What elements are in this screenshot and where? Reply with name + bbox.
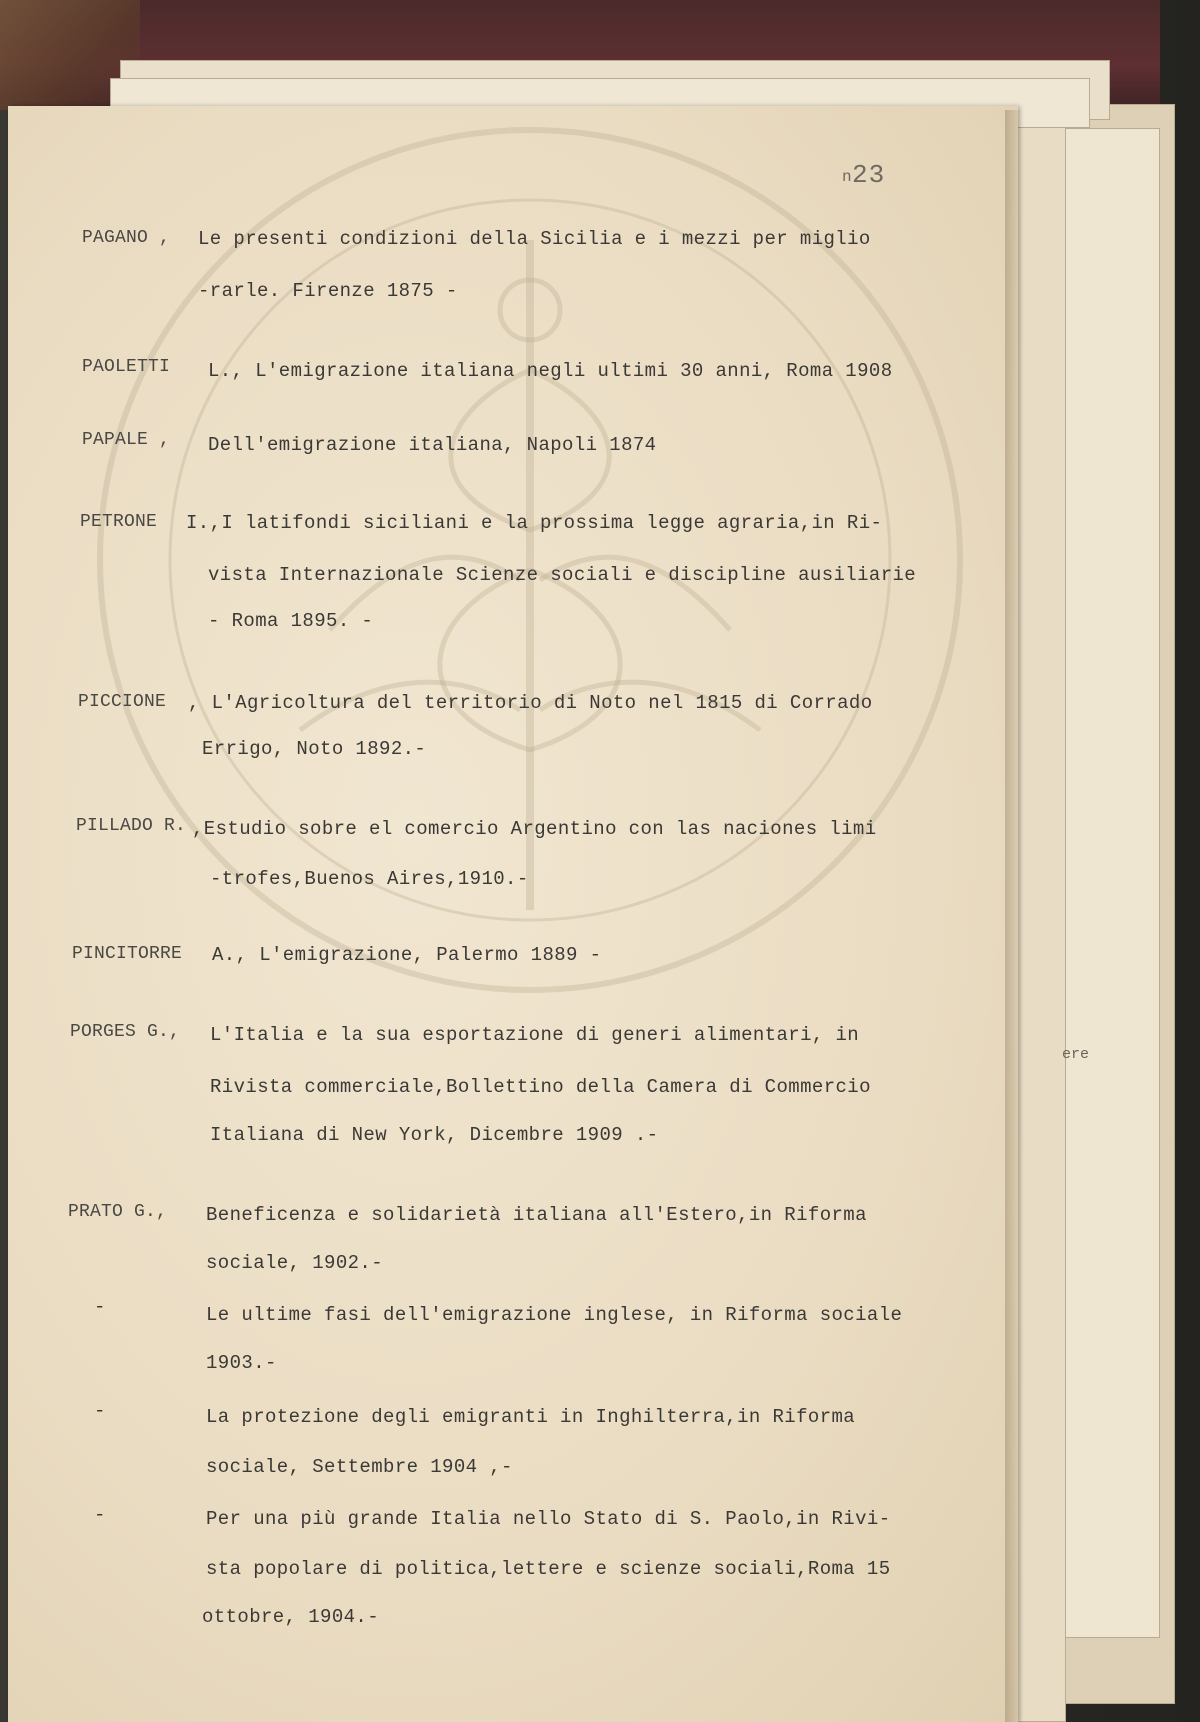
entry-line: L'Italia e la sua esportazione di generi alimentari, in [210, 1024, 860, 1046]
entry-line: A., L'emigrazione, Palermo 1889 - [212, 944, 602, 966]
entry-line: Italiana di New York, Dicembre 1909 .- [210, 1124, 659, 1146]
entry-line: sociale, Settembre 1904 ,- [206, 1456, 513, 1478]
entry-author: PICCIONE [78, 692, 167, 712]
entry-author: PORGES G., [70, 1022, 181, 1042]
entry-line: , L'Agricoltura del territorio di Noto nel 1815 di Corrado [188, 692, 873, 714]
entry-line: 1903.- [206, 1352, 277, 1374]
entry-line: - Roma 1895. - [208, 610, 374, 632]
entry-line: ottobre, 1904.- [202, 1606, 380, 1628]
entry-line: -rarle. Firenze 1875 - [198, 280, 458, 302]
ditto-dash: - [94, 1400, 106, 1422]
entry-line: Le presenti condizioni della Sicilia e i mezzi per miglio [198, 228, 871, 250]
underlying-page-text-fragment: ere [1062, 1046, 1090, 1063]
ditto-dash: - [94, 1296, 106, 1318]
entry-line: sociale, 1902.- [206, 1252, 384, 1274]
entry-line: Beneficenza e solidarietà italiana all'Estero,in Riforma [206, 1204, 867, 1226]
entry-author: PRATO G., [68, 1202, 168, 1222]
ditto-dash: - [94, 1504, 106, 1526]
page-edge-shadow [1005, 110, 1023, 1722]
typed-page [8, 106, 1018, 1722]
entry-line: vista Internazionale Scienze sociali e discipline ausiliarie [208, 564, 917, 586]
entry-line: La protezione degli emigranti in Inghilterra,in Riforma [206, 1406, 856, 1428]
underlying-sheet-edge [1060, 128, 1160, 1638]
entry-author: PINCITORRE [72, 944, 183, 964]
entry-line: L., L'emigrazione italiana negli ultimi 30 anni, Roma 1908 [208, 360, 893, 382]
page-number-mark: n [842, 168, 852, 186]
entry-line: Errigo, Noto 1892.- [202, 738, 427, 760]
entry-line: Per una più grande Italia nello Stato di S. Paolo,in Rivi- [206, 1508, 891, 1530]
entry-author: PAPALE , [82, 430, 171, 450]
entry-line: Rivista commerciale,Bollettino della Camera di Commercio [210, 1076, 871, 1098]
entry-line: -trofes,Buenos Aires,1910.- [210, 868, 529, 890]
entry-line: Le ultime fasi dell'emigrazione inglese, in Riforma sociale [206, 1304, 903, 1326]
entry-line: I.,I latifondi siciliani e la prossima legge agraria,in Ri- [186, 512, 883, 534]
page-number: 23 [852, 160, 886, 190]
entry-author: PILLADO R. [76, 816, 187, 836]
entry-author: PETRONE [80, 512, 158, 532]
entry-author: PAOLETTI [82, 357, 171, 377]
entry-line: ,Estudio sobre el comercio Argentino con las naciones limi [192, 818, 877, 840]
entry-line: sta popolare di politica,lettere e scienze sociali,Roma 15 [206, 1558, 891, 1580]
entry-author: PAGANO , [82, 228, 171, 248]
entry-line: Dell'emigrazione italiana, Napoli 1874 [208, 434, 657, 456]
